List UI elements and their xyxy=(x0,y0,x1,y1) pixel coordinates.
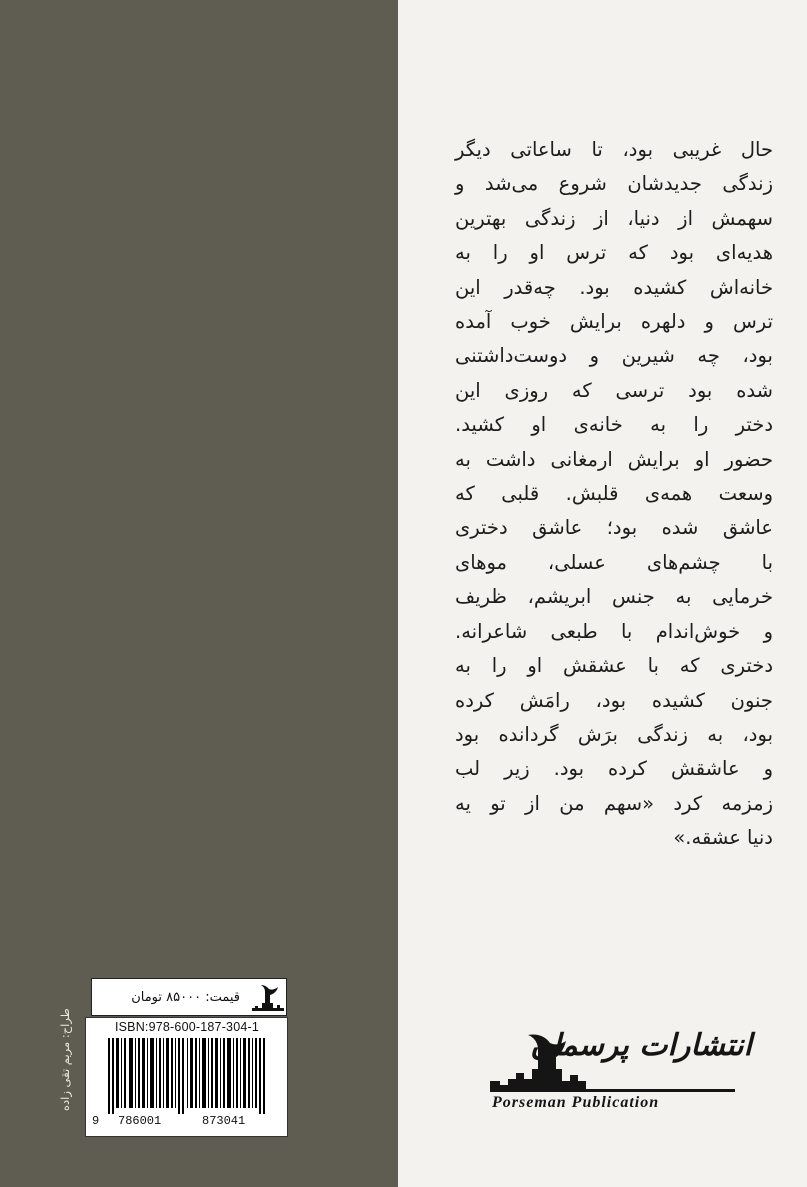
blurb-line: بود، به زندگی برَش گردانده بود xyxy=(455,722,773,746)
price-label: قیمت: ۸۵۰۰۰ تومان xyxy=(131,989,240,1005)
blurb-line: زمزمه کرد «سهم من از تو یه xyxy=(455,791,773,815)
barcode-digits-left: 786001 xyxy=(118,1114,162,1128)
blurb-line: حضور او برایش ارمغانی داشت به xyxy=(455,447,773,471)
blurb-line: عاشق شده بود؛ عاشق دختری xyxy=(455,516,773,540)
blurb-line: بود، چه شیرین و دوست‌داشتنی xyxy=(455,344,773,368)
barcode xyxy=(94,1038,280,1114)
back-cover-blurb xyxy=(455,133,773,856)
isbn-label: ISBN:978-600-187-304-1 xyxy=(114,1020,260,1034)
blurb-line: خرمایی به جنس ابریشم، ظریف xyxy=(455,585,773,609)
publisher-logo-icon xyxy=(250,981,286,1013)
blurb-line: دختر را به خانه‌ی او کشید. xyxy=(455,413,773,437)
blurb-line: وسعت همه‌ی قلبش. قلبی که xyxy=(455,482,773,506)
blurb-line: حال غریبی بود، تا ساعاتی دیگر xyxy=(455,138,773,161)
blurb-line: و عاشقش کرده بود. زیر لب xyxy=(455,757,773,781)
blurb-line: و خوش‌اندام با طبعی شاعرانه. xyxy=(455,619,773,643)
blurb-line: هدیه‌ای بود که ترس او را به xyxy=(455,241,773,265)
publisher-name-persian: انتشارات پرسمان xyxy=(530,1028,752,1063)
blurb-line: ترس و دلهره برایش خوب آمده xyxy=(455,310,773,334)
barcode-digit-prefix: 9 xyxy=(92,1114,100,1128)
publisher-name-english: Porseman Publication xyxy=(492,1094,660,1111)
blurb-line: با چشم‌های عسلی، موهای xyxy=(455,550,773,574)
blurb-line: سهمش از دنیا، از زندگی بهترین xyxy=(455,206,773,230)
blurb-line: خانه‌اش کشیده بود. چه‌قدر این xyxy=(455,275,773,299)
blurb-line: شده بود ترسی که روزی این xyxy=(455,378,773,402)
blurb-line: زندگی جدیدشان شروع می‌شد و xyxy=(455,172,773,196)
isbn-barcode-box xyxy=(85,1017,288,1137)
blurb-line: دنیا عشقه.» xyxy=(673,826,773,850)
designer-credit: طراح: مریم تقی زاده xyxy=(58,1008,72,1112)
price-sticker xyxy=(91,978,287,1016)
blurb-line: جنون کشیده بود، رامَش کرده xyxy=(455,688,773,712)
blurb-line: دختری که با عشقش او را به xyxy=(455,654,773,678)
barcode-digits xyxy=(90,1114,284,1130)
barcode-digits-right: 873041 xyxy=(202,1114,246,1128)
